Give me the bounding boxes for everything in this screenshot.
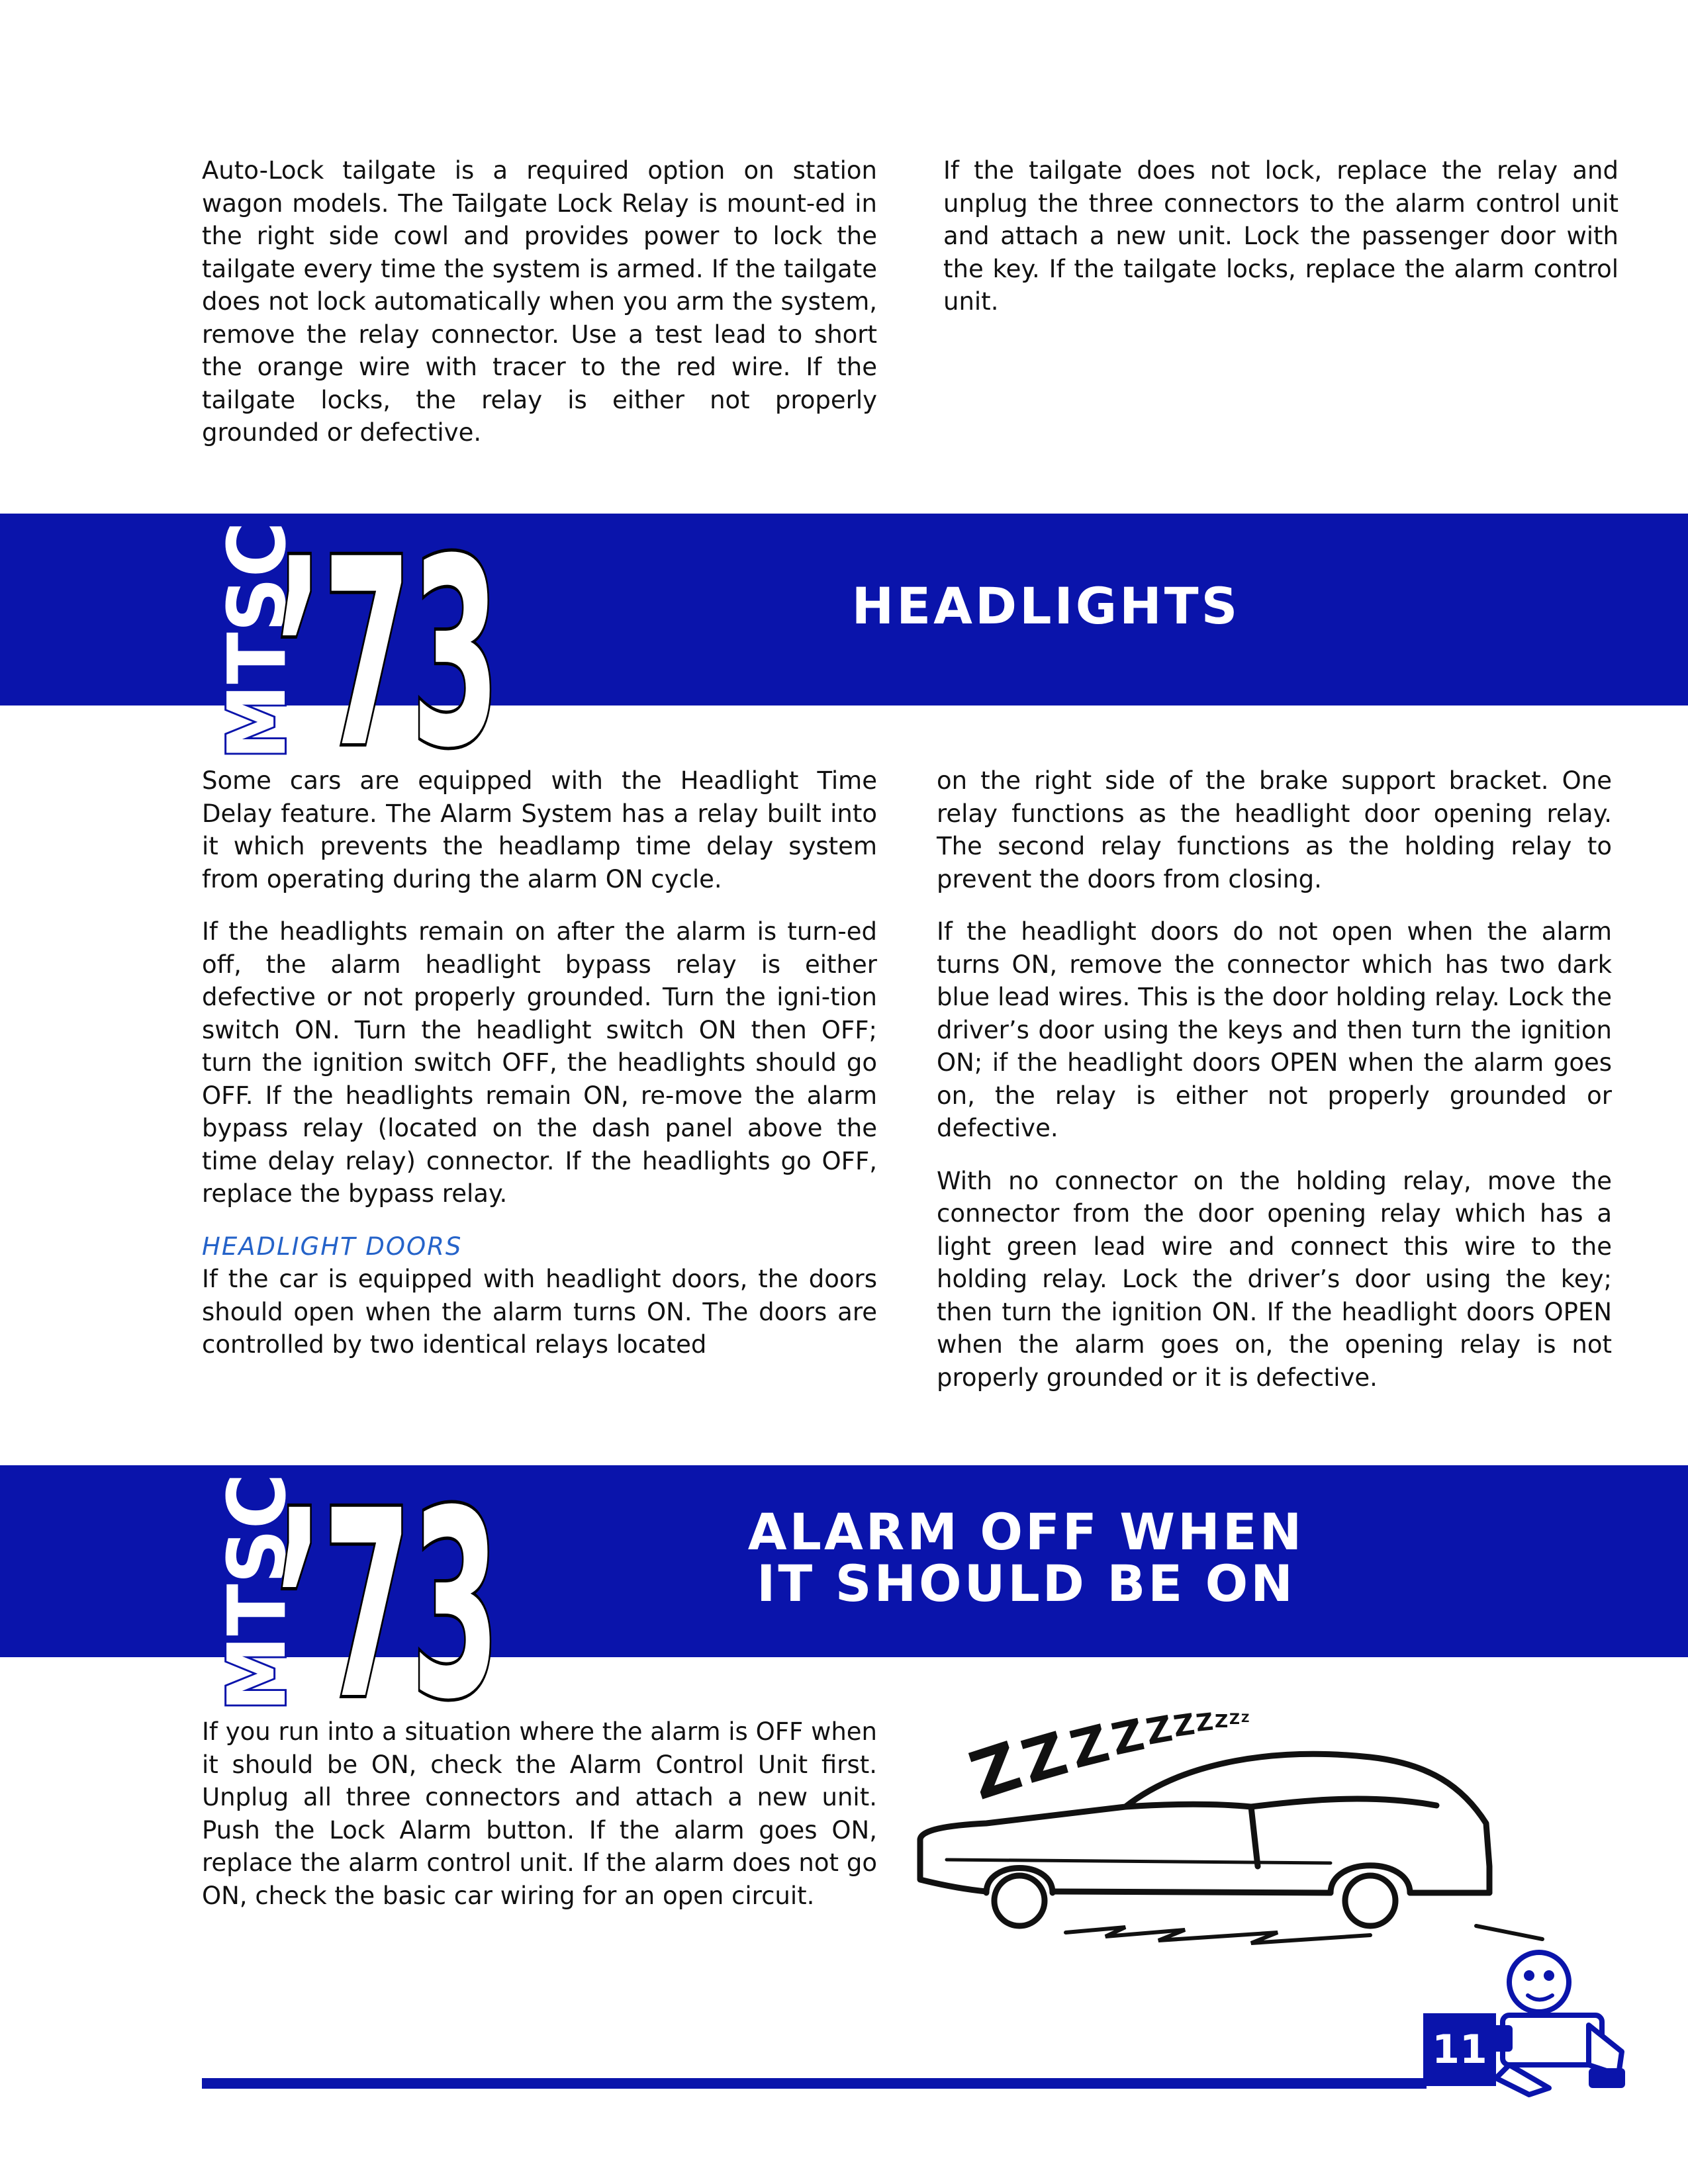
headlights-right-p2: If the headlight doors do not open when the alarm turns ON, remove the connector which has two dark blue lead wires. This is the door holding relay. Lock the driver’s door using the keys and then turn the ignition ON; if the headlight doors OPEN when the alarm goes on, the relay is either not properly grounded or defective. (937, 917, 1612, 1142)
zzz-9: Z (1229, 1711, 1240, 1728)
logo-mtsc-letters-2: MTSC (212, 1463, 304, 1711)
alarm-off-title-line2: IT SHOULD BE ON (757, 1554, 1295, 1613)
zzz-letters (961, 1707, 1249, 1815)
sleeping-car-icon (907, 1694, 1562, 1959)
headlights-right-column (937, 764, 1612, 1394)
headlights-left-p1: Some cars are equipped with the Headlight Time Delay feature. The Alarm System has a relay built into it which prevents the headlamp time delay system from operating during the alarm ON cycle. (202, 766, 877, 893)
headlight-doors-subhead: HEADLIGHT DOORS (202, 1232, 463, 1261)
zzz-6: Z (1171, 1707, 1197, 1744)
logo-year-2: ’73 (275, 1455, 500, 1725)
alarm-off-title-line1: ALARM OFF WHEN (747, 1502, 1305, 1561)
logo-mtsc-letters: MTSC (212, 511, 304, 760)
zzz-4: Z (1107, 1709, 1149, 1766)
logo-year: ’73 (275, 504, 500, 773)
intro-right-column (943, 154, 1618, 318)
intro-right-text: If the tailgate does not lock, replace the relay and unplug the three connectors to the alarm control unit and attach a new unit. Lock the passenger door with the key. If the tailgate locks, replace the alarm control unit. (943, 156, 1618, 316)
mascot-icon (1489, 1946, 1635, 2098)
zzz-2: Z (1014, 1719, 1075, 1798)
headlights-left-column (202, 764, 877, 1361)
footer-rule (202, 2078, 1427, 2089)
alarm-off-text: If you run into a situation where the alarm is OFF when it should be ON, check the Alarm Control Unit first. Unplug all three connectors and attach a new unit. Push the Lock Alarm button. If the alarm goes ON, replace the alarm control unit. If the alarm does not go ON, check the basic car wiring for an open circuit. (202, 1717, 877, 1910)
headlights-title: HEADLIGHTS (851, 576, 1241, 635)
mtsc-73-logo-2 (192, 1433, 503, 1725)
headlights-left-p2: If the headlights remain on after the alarm is turn-ed off, the alarm headlight bypass relay is either defective or not properly grounded. Turn the igni-tion switch ON. Turn the headlight switch ON then OFF; turn the ignition switch OFF, the headlights should go OFF. If the headlights remain ON, re-move the alarm bypass relay (located on the dash panel above the time delay relay) connector. If the headlights go OFF, replace the bypass relay. (202, 917, 877, 1208)
mtsc-73-logo (192, 482, 503, 773)
alarm-off-column (202, 1715, 877, 1912)
intro-left-column (202, 154, 877, 449)
intro-left-text: Auto-Lock tailgate is a required option on station wagon models. The Tailgate Lock Relay is mount-ed in the right side cowl and provides power to lock the tailgate every time the system is armed. If the tailgate does not lock automatically when you arm the system, remove the relay connector. Use a test lead to short the orange wire with tracer to the red wire. If the tailgate locks, the relay is either not properly grounded or defective. (202, 156, 877, 447)
zzz-7: Z (1194, 1708, 1215, 1737)
headlights-left-p3: If the car is equipped with headlight doors, the doors should open when the alarm turns ON. The doors are controlled by two identical relays located (202, 1265, 877, 1359)
motion-lines (1066, 1926, 1542, 1943)
zzz-1: Z (961, 1727, 1031, 1815)
zzz-5: Z (1143, 1707, 1176, 1753)
headlights-right-p3: With no connector on the holding relay, move the connector from the door opening relay which has a light green lead wire and connect this wire to the holding relay. Lock the driver’s door using the key; then turn the ignition ON. If the headlight doors OPEN when the alarm goes on, the opening relay is not properly grounded or it is defective. (937, 1166, 1612, 1392)
zzz-10: Z (1241, 1712, 1250, 1725)
page-number: 11 (1423, 2013, 1496, 2086)
alarm-off-title (695, 1502, 1357, 1613)
zzz-8: Z (1215, 1710, 1229, 1732)
headlights-right-p1: on the right side of the brake support bracket. One relay functions as the headlight door opening relay. The second relay functions as the holding relay to prevent the doors from closing. (937, 766, 1612, 893)
zzz-3: Z (1064, 1713, 1115, 1781)
